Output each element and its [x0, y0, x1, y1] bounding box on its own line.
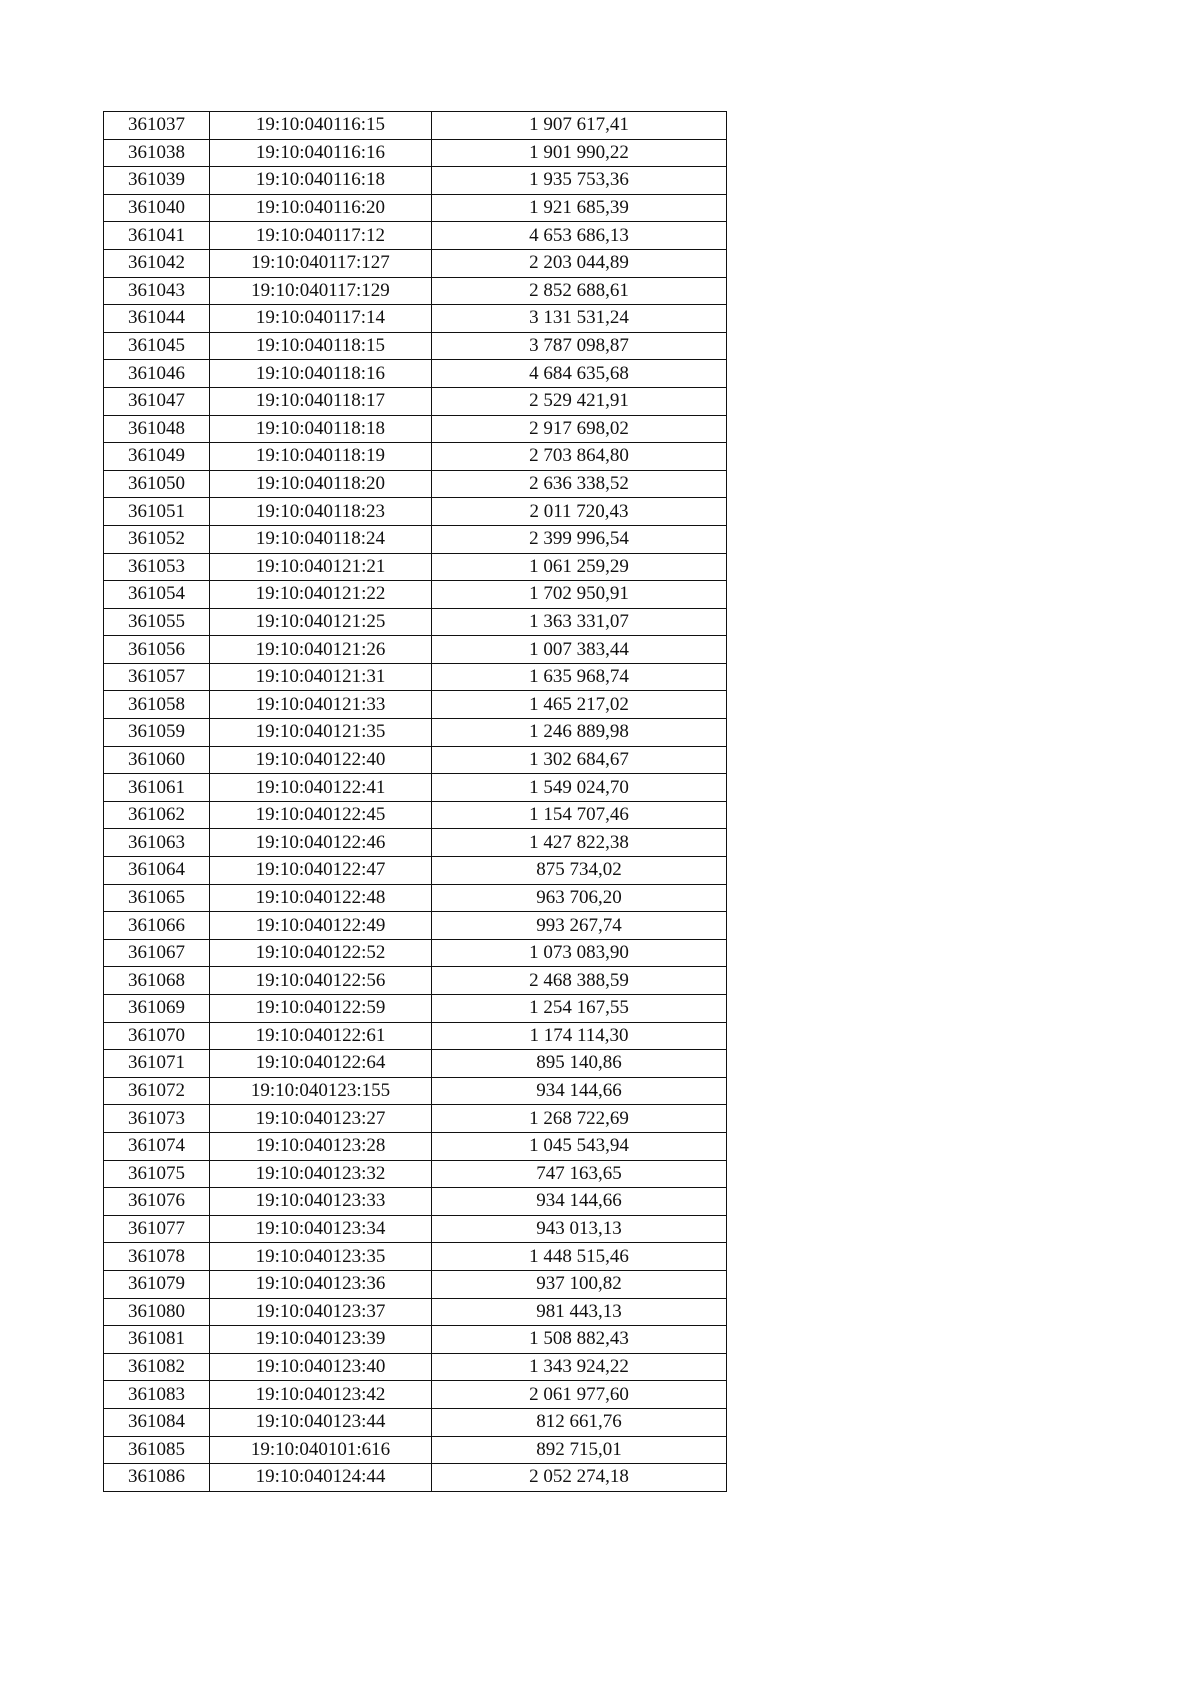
table-row: [104, 387, 727, 415]
table-row: [104, 663, 727, 691]
table-row: [104, 1408, 727, 1436]
row-number-cell: 361084: [104, 1408, 210, 1436]
table-row: [104, 801, 727, 829]
table-row: [104, 167, 727, 195]
row-number-cell: 361083: [104, 1381, 210, 1409]
value-cell: 2 203 044,89: [432, 249, 727, 277]
row-number-cell: 361048: [104, 415, 210, 443]
cadastral-number-cell: 19:10:040116:18: [210, 167, 432, 195]
value-cell: 2 852 688,61: [432, 277, 727, 305]
table-row: [104, 1105, 727, 1133]
row-number-cell: 361065: [104, 884, 210, 912]
cadastral-number-cell: 19:10:040122:56: [210, 967, 432, 995]
value-cell: 3 131 531,24: [432, 305, 727, 333]
row-number-cell: 361080: [104, 1298, 210, 1326]
table-row: [104, 1243, 727, 1271]
row-number-cell: 361047: [104, 387, 210, 415]
row-number-cell: 361051: [104, 498, 210, 526]
table-row: [104, 139, 727, 167]
table-row: [104, 939, 727, 967]
row-number-cell: 361070: [104, 1022, 210, 1050]
value-cell: 1 302 684,67: [432, 746, 727, 774]
cadastral-number-cell: 19:10:040121:25: [210, 608, 432, 636]
value-cell: 1 246 889,98: [432, 719, 727, 747]
cadastral-number-cell: 19:10:040122:47: [210, 857, 432, 885]
row-number-cell: 361046: [104, 360, 210, 388]
value-cell: 943 013,13: [432, 1215, 727, 1243]
row-number-cell: 361081: [104, 1326, 210, 1354]
value-cell: 1 935 753,36: [432, 167, 727, 195]
table-row: [104, 360, 727, 388]
table-row: [104, 1298, 727, 1326]
row-number-cell: 361059: [104, 719, 210, 747]
row-number-cell: 361073: [104, 1105, 210, 1133]
cadastral-number-cell: 19:10:040118:20: [210, 470, 432, 498]
row-number-cell: 361050: [104, 470, 210, 498]
cadastral-number-cell: 19:10:040123:42: [210, 1381, 432, 1409]
row-number-cell: 361085: [104, 1436, 210, 1464]
row-number-cell: 361082: [104, 1353, 210, 1381]
row-number-cell: 361063: [104, 829, 210, 857]
cadastral-number-cell: 19:10:040121:26: [210, 636, 432, 664]
table-row: [104, 553, 727, 581]
cadastral-number-cell: 19:10:040122:49: [210, 912, 432, 940]
value-cell: 2 011 720,43: [432, 498, 727, 526]
cadastral-number-cell: 19:10:040117:127: [210, 249, 432, 277]
table-row: [104, 1215, 727, 1243]
row-number-cell: 361079: [104, 1270, 210, 1298]
table-row: [104, 995, 727, 1023]
cadastral-number-cell: 19:10:040101:616: [210, 1436, 432, 1464]
row-number-cell: 361057: [104, 663, 210, 691]
row-number-cell: 361069: [104, 995, 210, 1023]
value-cell: 812 661,76: [432, 1408, 727, 1436]
table-row: [104, 774, 727, 802]
cadastral-number-cell: 19:10:040118:15: [210, 332, 432, 360]
cadastral-number-cell: 19:10:040122:59: [210, 995, 432, 1023]
row-number-cell: 361049: [104, 443, 210, 471]
table-row: [104, 608, 727, 636]
cadastral-number-cell: 19:10:040122:48: [210, 884, 432, 912]
cadastral-number-cell: 19:10:040123:36: [210, 1270, 432, 1298]
table-row: [104, 525, 727, 553]
cadastral-number-cell: 19:10:040117:14: [210, 305, 432, 333]
cadastral-number-cell: 19:10:040122:64: [210, 1050, 432, 1078]
row-number-cell: 361045: [104, 332, 210, 360]
row-number-cell: 361038: [104, 139, 210, 167]
value-cell: 934 144,66: [432, 1077, 727, 1105]
table-row: [104, 719, 727, 747]
value-cell: 892 715,01: [432, 1436, 727, 1464]
cadastral-number-cell: 19:10:040118:18: [210, 415, 432, 443]
row-number-cell: 361052: [104, 525, 210, 553]
row-number-cell: 361039: [104, 167, 210, 195]
cadastral-number-cell: 19:10:040123:32: [210, 1160, 432, 1188]
cadastral-number-cell: 19:10:040123:39: [210, 1326, 432, 1354]
row-number-cell: 361078: [104, 1243, 210, 1271]
cadastral-number-cell: 19:10:040122:46: [210, 829, 432, 857]
value-cell: 2 529 421,91: [432, 387, 727, 415]
value-cell: 2 061 977,60: [432, 1381, 727, 1409]
row-number-cell: 361041: [104, 222, 210, 250]
value-cell: 963 706,20: [432, 884, 727, 912]
cadastral-number-cell: 19:10:040117:129: [210, 277, 432, 305]
table-row: [104, 1436, 727, 1464]
table-row: [104, 1353, 727, 1381]
value-cell: 875 734,02: [432, 857, 727, 885]
row-number-cell: 361058: [104, 691, 210, 719]
value-cell: 1 635 968,74: [432, 663, 727, 691]
table-row: [104, 857, 727, 885]
cadastral-number-cell: 19:10:040118:17: [210, 387, 432, 415]
cadastral-number-cell: 19:10:040116:15: [210, 112, 432, 140]
row-number-cell: 361055: [104, 608, 210, 636]
cadastral-number-cell: 19:10:040123:44: [210, 1408, 432, 1436]
row-number-cell: 361077: [104, 1215, 210, 1243]
value-cell: 993 267,74: [432, 912, 727, 940]
value-cell: 2 917 698,02: [432, 415, 727, 443]
value-cell: 1 061 259,29: [432, 553, 727, 581]
row-number-cell: 361068: [104, 967, 210, 995]
row-number-cell: 361042: [104, 249, 210, 277]
table-row: [104, 470, 727, 498]
value-cell: 2 636 338,52: [432, 470, 727, 498]
table-row: [104, 332, 727, 360]
value-cell: 934 144,66: [432, 1188, 727, 1216]
cadastral-number-cell: 19:10:040123:40: [210, 1353, 432, 1381]
value-cell: 1 254 167,55: [432, 995, 727, 1023]
row-number-cell: 361037: [104, 112, 210, 140]
value-cell: 1 508 882,43: [432, 1326, 727, 1354]
cadastral-number-cell: 19:10:040124:44: [210, 1464, 432, 1492]
table-row: [104, 967, 727, 995]
value-cell: 1 901 990,22: [432, 139, 727, 167]
value-cell: 1 448 515,46: [432, 1243, 727, 1271]
row-number-cell: 361064: [104, 857, 210, 885]
row-number-cell: 361043: [104, 277, 210, 305]
row-number-cell: 361054: [104, 581, 210, 609]
value-cell: 747 163,65: [432, 1160, 727, 1188]
cadastral-number-cell: 19:10:040122:45: [210, 801, 432, 829]
value-cell: 1 921 685,39: [432, 194, 727, 222]
row-number-cell: 361076: [104, 1188, 210, 1216]
value-cell: 1 073 083,90: [432, 939, 727, 967]
value-cell: 2 399 996,54: [432, 525, 727, 553]
row-number-cell: 361072: [104, 1077, 210, 1105]
row-number-cell: 361074: [104, 1132, 210, 1160]
cadastral-number-cell: 19:10:040123:37: [210, 1298, 432, 1326]
value-cell: 4 653 686,13: [432, 222, 727, 250]
table-row: [104, 1270, 727, 1298]
value-cell: 1 549 024,70: [432, 774, 727, 802]
cadastral-number-cell: 19:10:040123:33: [210, 1188, 432, 1216]
table-row: [104, 1381, 727, 1409]
cadastral-number-cell: 19:10:040121:31: [210, 663, 432, 691]
table-row: [104, 498, 727, 526]
value-cell: 3 787 098,87: [432, 332, 727, 360]
cadastral-number-cell: 19:10:040123:155: [210, 1077, 432, 1105]
value-cell: 981 443,13: [432, 1298, 727, 1326]
row-number-cell: 361086: [104, 1464, 210, 1492]
row-number-cell: 361060: [104, 746, 210, 774]
table-row: [104, 581, 727, 609]
cadastral-value-table: [103, 111, 727, 1492]
cadastral-number-cell: 19:10:040116:20: [210, 194, 432, 222]
row-number-cell: 361061: [104, 774, 210, 802]
value-cell: 4 684 635,68: [432, 360, 727, 388]
row-number-cell: 361040: [104, 194, 210, 222]
value-cell: 2 468 388,59: [432, 967, 727, 995]
value-cell: 1 702 950,91: [432, 581, 727, 609]
table-row: [104, 884, 727, 912]
table-row: [104, 443, 727, 471]
value-cell: 2 052 274,18: [432, 1464, 727, 1492]
table-row: [104, 112, 727, 140]
value-cell: 1 045 543,94: [432, 1132, 727, 1160]
table-row: [104, 1160, 727, 1188]
value-cell: 1 268 722,69: [432, 1105, 727, 1133]
value-cell: 1 907 617,41: [432, 112, 727, 140]
table-row: [104, 305, 727, 333]
table-row: [104, 194, 727, 222]
cadastral-number-cell: 19:10:040123:27: [210, 1105, 432, 1133]
row-number-cell: 361071: [104, 1050, 210, 1078]
table-row: [104, 1132, 727, 1160]
row-number-cell: 361075: [104, 1160, 210, 1188]
table-row: [104, 1077, 727, 1105]
value-cell: 1 465 217,02: [432, 691, 727, 719]
table-row: [104, 277, 727, 305]
table-row: [104, 415, 727, 443]
table-row: [104, 636, 727, 664]
value-cell: 937 100,82: [432, 1270, 727, 1298]
cadastral-number-cell: 19:10:040121:21: [210, 553, 432, 581]
cadastral-number-cell: 19:10:040121:35: [210, 719, 432, 747]
table-row: [104, 1022, 727, 1050]
cadastral-number-cell: 19:10:040116:16: [210, 139, 432, 167]
value-cell: 1 174 114,30: [432, 1022, 727, 1050]
cadastral-number-cell: 19:10:040122:52: [210, 939, 432, 967]
cadastral-number-cell: 19:10:040121:33: [210, 691, 432, 719]
cadastral-number-cell: 19:10:040123:28: [210, 1132, 432, 1160]
table-row: [104, 1188, 727, 1216]
row-number-cell: 361062: [104, 801, 210, 829]
table-row: [104, 746, 727, 774]
cadastral-number-cell: 19:10:040121:22: [210, 581, 432, 609]
table-row: [104, 222, 727, 250]
cadastral-number-cell: 19:10:040122:61: [210, 1022, 432, 1050]
cadastral-number-cell: 19:10:040122:40: [210, 746, 432, 774]
cadastral-number-cell: 19:10:040123:34: [210, 1215, 432, 1243]
row-number-cell: 361067: [104, 939, 210, 967]
row-number-cell: 361044: [104, 305, 210, 333]
cadastral-number-cell: 19:10:040123:35: [210, 1243, 432, 1271]
cadastral-number-cell: 19:10:040118:19: [210, 443, 432, 471]
table-row: [104, 249, 727, 277]
cadastral-number-cell: 19:10:040118:24: [210, 525, 432, 553]
value-cell: 1 427 822,38: [432, 829, 727, 857]
table-row: [104, 1050, 727, 1078]
value-cell: 895 140,86: [432, 1050, 727, 1078]
table-row: [104, 691, 727, 719]
row-number-cell: 361053: [104, 553, 210, 581]
value-cell: 1 007 383,44: [432, 636, 727, 664]
table-row: [104, 1464, 727, 1492]
cadastral-number-cell: 19:10:040118:23: [210, 498, 432, 526]
row-number-cell: 361066: [104, 912, 210, 940]
table-row: [104, 1326, 727, 1354]
row-number-cell: 361056: [104, 636, 210, 664]
value-cell: 1 343 924,22: [432, 1353, 727, 1381]
table-row: [104, 912, 727, 940]
value-cell: 2 703 864,80: [432, 443, 727, 471]
table-row: [104, 829, 727, 857]
cadastral-number-cell: 19:10:040122:41: [210, 774, 432, 802]
value-cell: 1 154 707,46: [432, 801, 727, 829]
cadastral-number-cell: 19:10:040118:16: [210, 360, 432, 388]
table-body: [104, 112, 727, 1492]
value-cell: 1 363 331,07: [432, 608, 727, 636]
cadastral-number-cell: 19:10:040117:12: [210, 222, 432, 250]
